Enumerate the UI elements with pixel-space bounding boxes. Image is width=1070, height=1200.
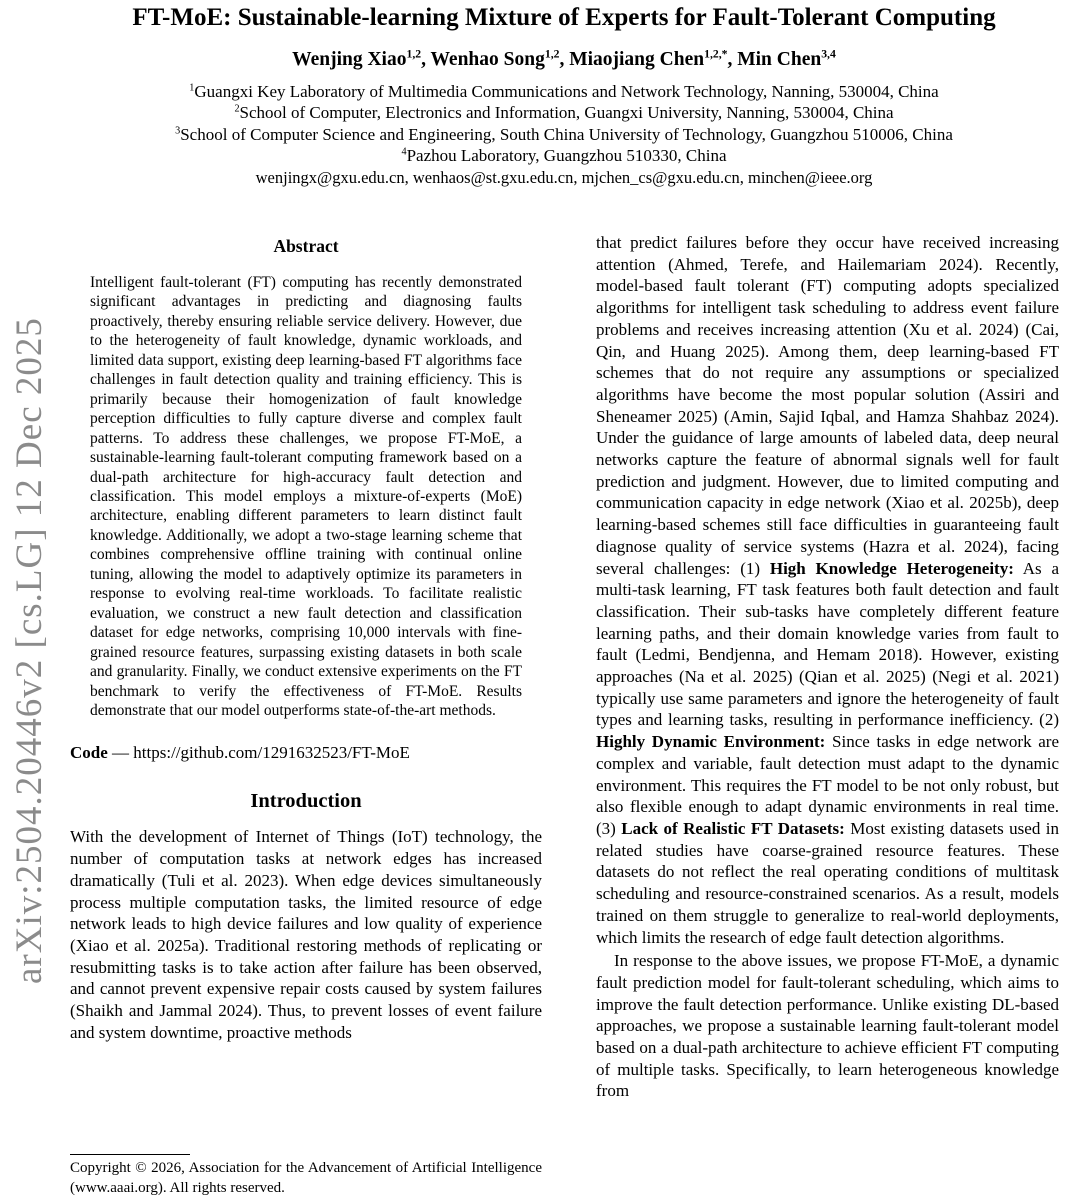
arxiv-watermark: arXiv:2504.20446v2 [cs.LG] 12 Dec 2025 (9, 317, 50, 984)
author-name: Wenjing Xiao (292, 49, 407, 70)
email-line: wenjingx@gxu.edu.cn, wenhaos@st.gxu.edu.cn, mjchen_cs@gxu.edu.cn, minchen@ieee.org (255, 168, 873, 188)
code-separator: — (107, 743, 134, 763)
abstract-heading: Abstract (273, 236, 339, 256)
author-superscript: 1,2 (544, 47, 560, 61)
affiliation-line: $^4$Pazhou Laboratory, Guangzhou 510330, China (401, 145, 727, 165)
author-name: Wenhao Song (430, 49, 545, 70)
author-name: Miaojiang Chen (569, 49, 705, 70)
affiliation-lines (62, 81, 1066, 166)
left-column (70, 232, 542, 1200)
copyright-text: Copyright © 2026, Association for the Advancement of Artificial Intelligence (www.aaai.org). All rights reserved. (70, 1160, 542, 1196)
code-label: Code (70, 743, 108, 763)
code-link-line (70, 742, 542, 763)
author-superscript: 3,4 (821, 47, 836, 61)
section-heading-introduction: Introduction (250, 790, 362, 813)
affiliation-line: $^3$School of Computer Science and Engineering, South China University of Technology, Guangzhou 510006, China (175, 124, 953, 144)
code-repo-url[interactable]: https://github.com/1291632523/FT-MoE (133, 743, 410, 763)
two-column-body (70, 232, 1062, 1200)
affiliation-line: $^1$Guangxi Key Laboratory of Multimedia Communications and Network Technology, Nanning, 530004, China (189, 82, 939, 101)
affiliation-line: $^2$School of Computer, Electronics and Information, Guangxi University, Nanning, 530004, China (234, 103, 894, 123)
paper-title: FT-MoE: Sustainable-learning Mixture of Experts for Fault-Tolerant Computing (132, 4, 996, 31)
footnote-rule (70, 1154, 190, 1155)
intro-paragraph-right-continued: that predict failures before they occur have received increasing attention (Ahmed, Terefe, and Hailemariam 2024). Recently, model-based fault tolerant (FT) computing adopts specialized algorithms for intelligent task scheduling to address event failure problems and receives increasing attention (Xu et al. 2024) (Cai, Qin, and Huang 2025). Among them, deep learning-based FT schemes that do not require any assumptions or specialized algorithms have become the most popular solution (Assiri and Sheneamer 2025) (Amin, Sajid Iqbal, and Hamza Shahbaz 2024). Under the guidance of large amounts of labeled data, deep neural networks capture the feature of abnormal signals well for fault prediction and judgment. However, due to limited computing and communication capacity in edge network (Xiao et al. 2025b), deep learning-based schemes still face difficulties in guaranteeing fault diagnose quality of service systems (Hazra et al. 2024), facing several challenges: (1) High Knowledge Heterogeneity: As a multi-task learning, FT task features both fault detection and fault classification. Their sub-tasks have completely different feature learning paths, and their domain knowledge varies from fault to fault (Ledmi, Bendjenna, and Hemam 2018). However, existing approaches (Na et al. 2025) (Qian et al. 2025) (Negi et al. 2021) typically use same parameters and ignore the heterogeneity of fault types and learning tasks, resulting in performance inefficiency. (2) Highly Dynamic Environment: Since tasks in edge network are complex and variable, fault detection must adapt to the dynamic environment. This requires the FT model to be not only robust, but also flexible enough to adapt dynamic environments in real time. (3) Lack of Realistic FT Datasets: Most existing datasets used in related studies have coarse-grained resource features. These datasets do not reflect the real operating conditions of multitask scheduling and resource-constrained scenarios. As a result, models trained on them struggle to generalize to real-world deployments, which limits the research of edge fault detection algorithms. (596, 233, 1060, 947)
right-column (596, 232, 1059, 1200)
intro-paragraph-2: In response to the above issues, we propose FT-MoE, a dynamic fault prediction model for fault-tolerant scheduling, which aims to improve the fault detection performance. Unlike existing DL-based approaches, we propose a sustainable learning fault-tolerant model based on a dual-path architecture to achieve efficient FT computing of multiple tasks. Specifically, to learn heterogeneous knowledge from (596, 951, 1059, 1101)
author-name: Min Chen (737, 49, 822, 70)
intro-paragraph-left: With the development of Internet of Things (IoT) technology, the number of computation tasks at network edges has increased dramatically (Tuli et al. 2023). When edge devices simultaneously process multiple computation tasks, the limited resource of edge network leads to high device failures and low quality of experience (Xiao et al. 2025a). Traditional restoring methods of replicating or resubmitting tasks is to take action after failure has been observed, and cannot prevent expensive repair costs caused by system failures (Shaikh and Jammal 2024). Thus, to prevent losses of event failure and system downtime, proactive methods (70, 827, 542, 1042)
author-superscript: 1,2 (406, 47, 422, 61)
abstract-body: Intelligent fault-tolerant (FT) computing has recently demonstrated significant advantages in predicting and diagnosing faults proactively, thereby ensuring reliable service delivery. However, due to the heterogeneity of fault knowledge, dynamic workloads, and limited data support, existing deep learning-based FT algorithms face challenges in fault detection quality and training efficiency. This is primarily because their homogenization of fault knowledge perception difficulties to fully capture diverse and complex fault patterns. To address these challenges, we propose FT-MoE, a sustainable-learning fault-tolerant computing framework based on a dual-path architecture for high-accuracy fault detection and classification. This model employs a mixture-of-experts (MoE) architecture, enabling different parameters to learn distinct fault knowledge. Additionally, we adopt a two-stage learning scheme that combines comprehensive offline training with continual online tuning, allowing the model to adaptively optimize its parameters in response to evolving real-time workloads. To facilitate realistic evaluation, we construct a new fault detection and classification dataset for edge networks, comprising 10,000 intervals with fine-grained resource features, surpassing existing datasets in both scale and granularity. Finally, we conduct extensive experiments on the FT benchmark to verify the effectiveness of FT-MoE. Results demonstrate that our model outperforms state-of-the-art methods. (90, 274, 522, 719)
author-superscript: 1,2,* (704, 47, 728, 61)
paper-header (0, 0, 1070, 188)
copyright-footnote (70, 1154, 542, 1198)
author-line: Wenjing Xiao$^{1,2}$, Wenhao Song$^{1,2}$, Miaojiang Chen$^{1,2,*}$, Min Chen$^{3,4}$ (292, 47, 836, 70)
